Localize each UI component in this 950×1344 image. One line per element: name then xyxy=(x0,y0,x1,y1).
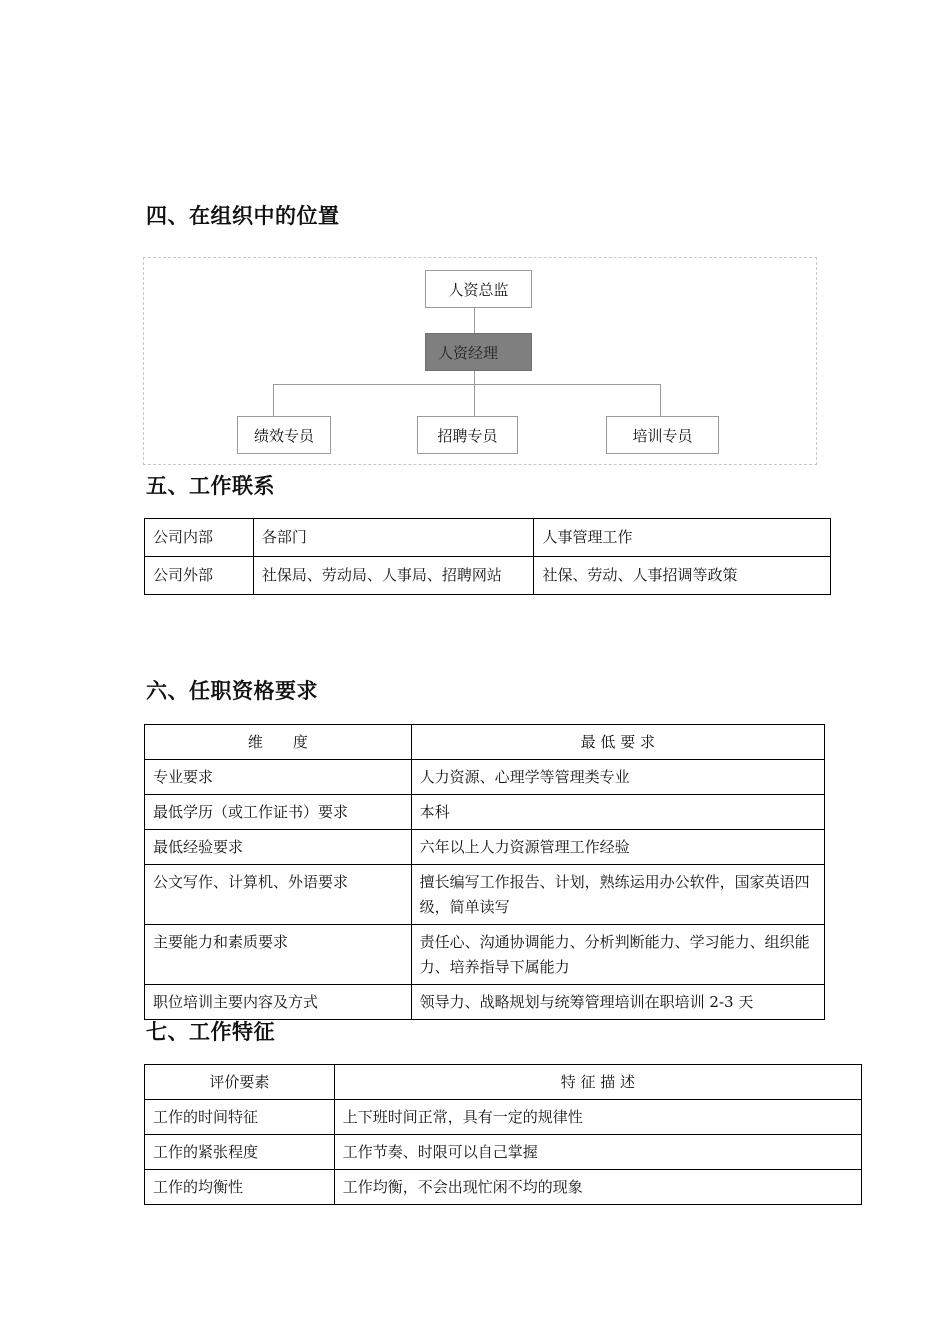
table-cell: 工作的紧张程度 xyxy=(145,1135,335,1170)
org-node-recruiting: 招聘专员 xyxy=(417,416,518,454)
table-row xyxy=(145,830,825,865)
table-cell: 六年以上人力资源管理工作经验 xyxy=(411,830,824,865)
table-header-row xyxy=(145,725,825,760)
org-node-training: 培训专员 xyxy=(606,416,719,454)
table-row xyxy=(145,865,825,925)
table-cell: 社保、劳动、人事招调等政策 xyxy=(534,557,831,595)
table-cell: 社保局、劳动局、人事局、招聘网站 xyxy=(253,557,534,595)
org-connector xyxy=(474,308,475,333)
org-node-hr-manager: 人资经理 xyxy=(425,333,532,371)
table-cell: 主要能力和素质要求 xyxy=(145,925,412,985)
table-cell: 擅长编写工作报告、计划，熟练运用办公软件，国家英语四级，简单读写 xyxy=(411,865,824,925)
table-cell: 专业要求 xyxy=(145,760,412,795)
org-connector xyxy=(273,384,274,416)
features-table xyxy=(144,1064,862,1205)
table-cell: 工作节奏、时限可以自己掌握 xyxy=(334,1135,861,1170)
org-connector xyxy=(660,384,661,416)
table-cell: 公文写作、计算机、外语要求 xyxy=(145,865,412,925)
table-row xyxy=(145,557,831,595)
org-chart xyxy=(143,257,817,465)
table-cell: 责任心、沟通协调能力、分析判断能力、学习能力、组织能力、培养指导下属能力 xyxy=(411,925,824,985)
qualifications-table xyxy=(144,724,825,1020)
table-cell: 上下班时间正常，具有一定的规律性 xyxy=(334,1100,861,1135)
table-header-cell: 特 征 描 述 xyxy=(334,1065,861,1100)
org-node-performance: 绩效专员 xyxy=(237,416,331,454)
table-cell: 最低学历（或工作证书）要求 xyxy=(145,795,412,830)
contacts-table xyxy=(144,518,831,595)
section-title-position: 四、在组织中的位置 xyxy=(146,204,340,228)
table-header-cell: 最 低 要 求 xyxy=(411,725,824,760)
table-cell: 本科 xyxy=(411,795,824,830)
table-cell: 职位培训主要内容及方式 xyxy=(145,985,412,1020)
table-cell: 工作的时间特征 xyxy=(145,1100,335,1135)
table-cell: 工作均衡，不会出现忙闲不均的现象 xyxy=(334,1170,861,1205)
table-row xyxy=(145,1170,862,1205)
table-cell: 最低经验要求 xyxy=(145,830,412,865)
table-row xyxy=(145,1135,862,1170)
table-row xyxy=(145,1100,862,1135)
section-title-qualifications: 六、任职资格要求 xyxy=(146,679,318,703)
table-row xyxy=(145,519,831,557)
table-cell: 公司内部 xyxy=(145,519,254,557)
section-title-contacts: 五、工作联系 xyxy=(146,474,275,498)
table-header-row xyxy=(145,1065,862,1100)
table-row xyxy=(145,760,825,795)
table-row xyxy=(145,795,825,830)
table-cell: 工作的均衡性 xyxy=(145,1170,335,1205)
section-title-features: 七、工作特征 xyxy=(146,1020,275,1044)
table-cell: 人事管理工作 xyxy=(534,519,831,557)
org-node-hr-director: 人资总监 xyxy=(425,270,532,308)
table-cell: 各部门 xyxy=(253,519,534,557)
table-cell: 公司外部 xyxy=(145,557,254,595)
table-row xyxy=(145,925,825,985)
org-connector xyxy=(474,371,475,416)
table-header-cell: 评价要素 xyxy=(145,1065,335,1100)
org-connector xyxy=(273,384,661,385)
table-cell: 领导力、战略规划与统筹管理培训在职培训 2-3 天 xyxy=(411,985,824,1020)
table-header-cell: 维 度 xyxy=(145,725,412,760)
table-cell: 人力资源、心理学等管理类专业 xyxy=(411,760,824,795)
table-row xyxy=(145,985,825,1020)
